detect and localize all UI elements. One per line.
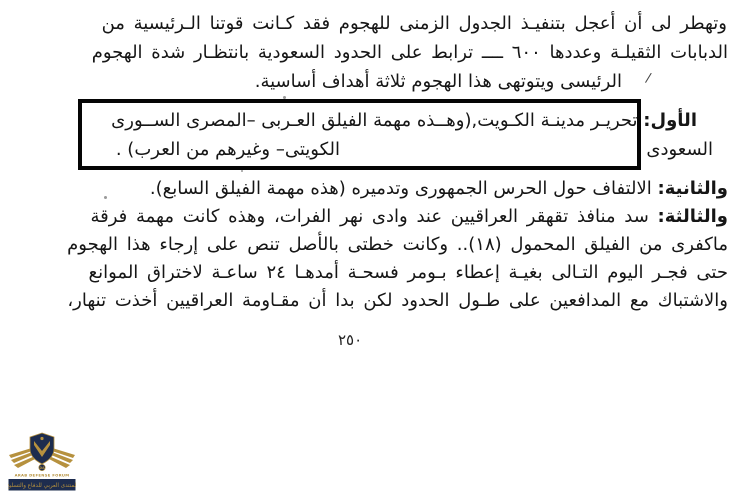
- paragraph3-line4: [67, 290, 728, 312]
- boxed-paragraph-line2-rest-text: الكويتى– وغيرهم من العرب) .: [115, 139, 340, 160]
- boxed-paragraph-line2-start: [646, 139, 713, 161]
- boxed-paragraph-lead: الأول:: [643, 110, 697, 131]
- paragraph1-line2: [92, 42, 728, 64]
- paragraph1-line2-text: الدبابات الثقيلـة وعددها ٦٠٠ ــــ ترابط على الحدود السعودية بانتظـار شدة الهجوم: [91, 42, 728, 63]
- paragraph3-line2-text: ماكفرى من الفيلق المحمول (١٨).. وكانت خطتى بالأصل تنص على إرجاء هذا الهجوم: [67, 234, 728, 255]
- paragraph3-line2: [67, 234, 728, 256]
- forum-logo-graphic: [8, 432, 76, 491]
- scan-speck: [241, 170, 243, 172]
- paragraph1-line3-text: الرئيسى ويتوتهى هذا الهجوم ثلاثة أهداف أساسية.: [254, 71, 622, 92]
- paragraph3-line3-text: حتى فجـر اليوم التـالى بغيـة إعطاء بـومر فسحـة أمدهـا ٢٤ ساعـة لاختراق الموانع: [88, 262, 728, 283]
- forum-name-ar: المنتدى العربي للدفاع والتسليح: [8, 483, 76, 489]
- paragraph1-line3: [255, 71, 622, 93]
- forum-name-en: ARAB DEFENSE FORUM: [14, 472, 70, 478]
- page-number: ٢٥٠: [338, 331, 363, 349]
- paragraph2-line: [150, 178, 728, 200]
- paragraph3-line3: [89, 262, 728, 284]
- margin-ink-mark: /: [644, 70, 653, 87]
- scan-speck: [104, 196, 107, 199]
- crest-initials: DA: [39, 466, 45, 470]
- paragraph3-line1: [90, 206, 728, 228]
- paragraph3-line1-text: سد منافذ تقهقر العراقيين عند وادى نهر الفرات، وهذه كانت مهمة فرقة: [90, 206, 649, 227]
- paragraph1-line1: [102, 13, 727, 35]
- boxed-paragraph-line1-text: تحريـر مدينـة الكـويت,(وهــذه مهمة الفيلق العـربى –المصرى الســورى: [111, 110, 638, 131]
- paragraph3-line4-text: والاشتباك مع المدافعين على طـول الحدود لكن بدا أن مقـاومة العراقيين أخذت تنهار،: [67, 290, 728, 311]
- paragraph2-text: الالتفاف حول الحرس الجمهورى وتدميره (هذه مهمة الفيلق السابع).: [149, 178, 652, 199]
- boxed-paragraph-line2-start-text: السعودى: [646, 139, 713, 160]
- paragraph3-lead: والثالثة:: [657, 206, 728, 227]
- emphasis-box-frame: [78, 99, 641, 170]
- paragraph2-lead: والثانية:: [657, 178, 728, 199]
- paragraph1-line1-text: وتهطر لى أن أعجل بتنفيـذ الجدول الزمنى للهجوم فقد كـانت قوتنا الـرئيسية من: [101, 13, 727, 34]
- forum-watermark-logo: [8, 432, 76, 491]
